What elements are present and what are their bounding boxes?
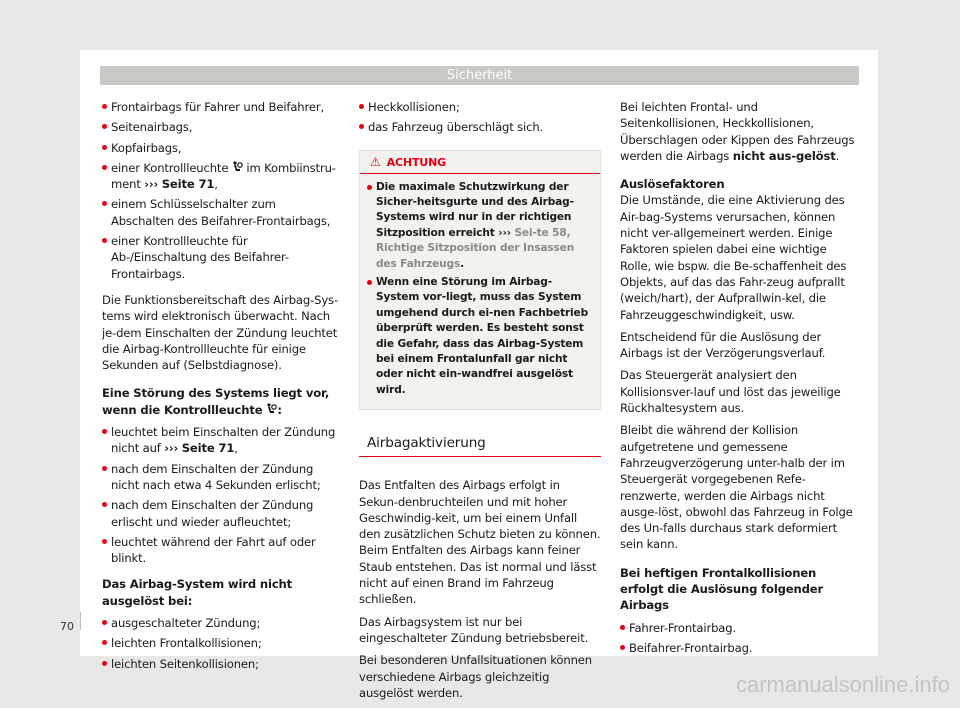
list-item: ausgeschalteter Zündung; xyxy=(102,615,342,631)
paragraph: Bleibt die während der Kollision aufgetretene und gemessene Fahrzeugverzögerung unter-halb der im Steuergerät vorgegebenen Refe-renzwerte, werden die Airbags nicht ausge-löst, obwohl das Fahrzeug in Folge des Un-falls durchaus stark deformiert sein kann. xyxy=(620,423,853,552)
paragraph: Bei leichten Frontal- und Seitenkollisionen, Heckkollisionen, Überschlagen oder Kippen des Fahrzeugs werden die Airbags nicht aus-gelöst. xyxy=(620,100,855,163)
paragraph: Die Umstände, die eine Aktivierung des Air-bag-Systems verursachen, können nicht ver-allgemeinert werden. Einige Faktoren spielen dabei eine wichtige Rolle, wie bspw. die Be-schaffenheit des Objekts, auf das das Fahr-zeug aufprallt (weich/hart), der Aufprallwin-kel, die Fahrzeuggeschwindigkeit, usw. xyxy=(620,193,847,322)
airbag-warning-icon xyxy=(266,403,277,415)
list-item: leichten Frontalkollisionen; xyxy=(102,635,342,651)
paragraph-text: Eine Störung des Systems liegt vor, wenn die Kontrollleuchte xyxy=(102,386,330,417)
paragraph: Entscheidend für die Auslösung der Airbags ist der Verzögerungsverlauf. xyxy=(620,329,826,361)
column-middle xyxy=(359,99,601,707)
page-reference-link[interactable]: Seite 71 xyxy=(181,441,235,456)
paragraph-bold: Das Airbag-System wird nicht ausgelöst bei: xyxy=(102,577,293,608)
warning-text: Die maximale Schutzwirkung der Sicher-heitsgurte und des Airbag-Systems wird nur in der richtigen Sitzposition erreicht xyxy=(376,180,574,239)
watermark: carmanualsonline.info xyxy=(735,672,950,697)
paragraph: Die Funktionsbereitschaft des Airbag-Sys-tems wird elektronisch überwacht. Nach je-dem Einschalten der Zündung leuchtet die Airbag-Kontrollleuchte für einige Sekunden auf (Selbstdiagnose). xyxy=(102,292,338,373)
list-item-text: einer Kontrollleuchte xyxy=(111,160,229,175)
list-item: leuchtet beim Einschalten der Zündung nicht auf ››› Seite 71, xyxy=(102,424,342,457)
paragraph: Das Entfalten des Airbags erfolgt in Sekun-denbruchteilen und mit hoher Geschwindig-keit, um bei einem Unfall den zusätzlichen Schutz bieten zu können. Beim Entfalten des Airbags kann feiner Staub entstehen. Das ist normal und lässt nicht auf einen Brand im Fahrzeug schließen. xyxy=(359,478,601,607)
list-item: Kopfairbags, xyxy=(102,140,342,156)
list-item: Fahrer-Frontairbag. xyxy=(620,620,860,636)
reference-arrow: ››› xyxy=(498,226,511,239)
warning-header xyxy=(360,151,600,174)
list-item: nach dem Einschalten der Zündung erlischt und wieder aufleuchtet; xyxy=(102,497,342,530)
list-item: nach dem Einschalten der Zündung nicht nach etwa 4 Sekunden erlischt; xyxy=(102,461,342,494)
list-item: Seitenairbags, xyxy=(102,119,342,135)
column-right xyxy=(620,99,860,660)
page-divider xyxy=(80,612,81,630)
list-item: Frontairbags für Fahrer und Beifahrer, xyxy=(102,99,342,115)
paragraph: Bei besonderen Unfallsituationen können verschiedene Airbags gleichzeitig ausgelöst werden. xyxy=(359,653,592,700)
warning-title: ACHTUNG xyxy=(386,155,447,169)
warning-box xyxy=(359,150,601,411)
reference-arrow: ››› xyxy=(164,441,179,456)
paragraph-bold: Eine Störung des Systems liegt vor, wenn die Kontrollleuchte : xyxy=(102,386,330,417)
warning-item: Wenn eine Störung im Airbag-System vor-liegt, muss das System umgehend durch ei-nen Fachbetrieb überprüft werden. Es besteht sonst die Gefahr, dass das Airbag-System bei einem Frontalunfall gar nicht oder nicht ein-wandfrei ausgelöst wird. xyxy=(367,275,593,398)
list-item: einem Schlüsselschalter zum Abschalten des Beifahrer-Frontairbags, xyxy=(102,196,342,229)
page-number: 70 xyxy=(60,620,74,633)
paragraph-text: Bei leichten Frontal- und Seitenkollisionen, Heckkollisionen, Überschlagen oder Kippen des Fahrzeugs werden die Airbags xyxy=(620,100,855,163)
subheading: Auslösefaktoren xyxy=(620,177,725,192)
paragraph: Das Airbagsystem ist nur bei eingeschalteter Zündung betriebsbereit. xyxy=(359,614,589,645)
airbag-warning-icon xyxy=(232,161,243,173)
paragraph-emphasis: nicht aus-gelöst xyxy=(732,148,836,163)
list-item: Heckkollisionen; xyxy=(359,99,601,115)
subheading: Bei heftigen Frontalkollisionen erfolgt die Auslösung folgender Airbags xyxy=(620,565,824,613)
list-item: Beifahrer-Frontairbag. xyxy=(620,640,860,656)
list-item: das Fahrzeug überschlägt sich. xyxy=(359,119,601,135)
list-item: einer Kontrollleuchte im Kombiinstru-ment ››› Seite 71, xyxy=(102,160,342,193)
list-item: einer Kontrollleuchte für Ab-/Einschaltung des Beifahrer-Frontairbags. xyxy=(102,233,342,282)
warning-item: Die maximale Schutzwirkung der Sicher-heitsgurte und des Airbag-Systems wird nur in der richtigen Sitzposition erreicht ››› Sei-te 58, Richtige Sitzposition der Insassen des Fahrzeugs. xyxy=(367,180,593,272)
list-item-text: im Kombiinstru-ment xyxy=(111,160,336,192)
list-item: leichten Seitenkollisionen; xyxy=(102,656,342,672)
warning-triangle-icon: ⚠ xyxy=(370,154,381,169)
page-reference-link[interactable]: Seite 71 xyxy=(161,177,215,192)
column-left xyxy=(102,99,342,676)
page-reference-link[interactable]: Sei-te 58, Richtige Sitzposition der Insassen des Fahrzeugs xyxy=(376,226,575,270)
list-item: leuchtet während der Fahrt auf oder blinkt. xyxy=(102,534,342,567)
list-item-text: leuchtet beim Einschalten der Zündung nicht auf xyxy=(111,425,336,456)
paragraph: Das Steuergerät analysiert den Kollisionsver-lauf und löst das jeweilige Rückhaltesystem aus. xyxy=(620,368,841,416)
page-header: Sicherheit xyxy=(100,66,859,85)
section-heading: Airbagaktivierung xyxy=(359,430,601,457)
reference-arrow: ››› xyxy=(144,177,159,192)
